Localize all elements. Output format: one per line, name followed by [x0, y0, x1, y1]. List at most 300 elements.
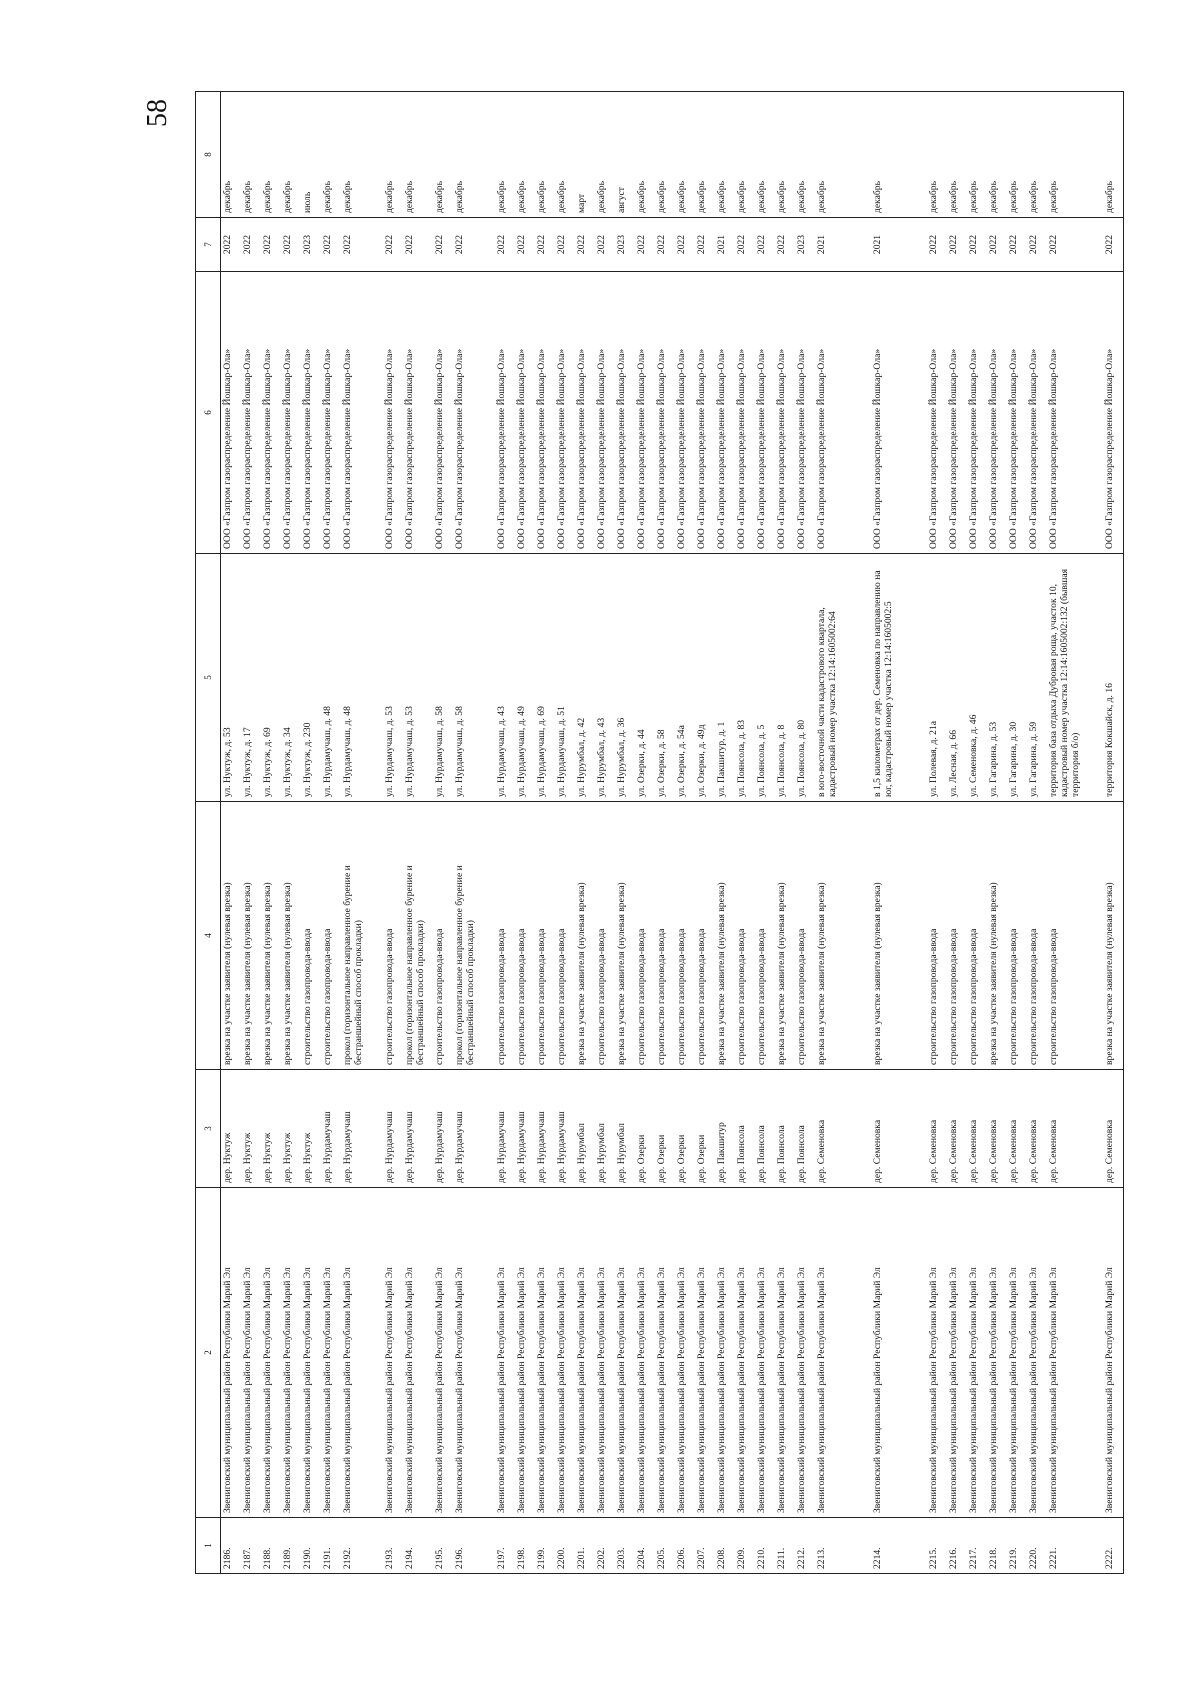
row-number: 2191.	[321, 1518, 341, 1574]
table-row	[1047, 92, 1091, 1574]
table-container	[195, 92, 1200, 1574]
address-cell: территория база отдыха Дубровая роща, участок 10, кадастровый номер участка 12:14:1605002:132 (бывшая территория б/о)	[1047, 554, 1091, 802]
row-number: 2217.	[967, 1518, 987, 1574]
organization-cell: ООО «Газпром газораспределение Йошкар-Ола»	[615, 272, 635, 554]
organization-cell: ООО «Газпром газораспределение Йошкар-Ола»	[433, 272, 453, 554]
spacer-cell	[371, 554, 383, 802]
year-cell: 2022	[241, 218, 261, 272]
table-row	[871, 92, 915, 1574]
organization-cell: ООО «Газпром газораспределение Йошкар-Ола»	[795, 272, 815, 554]
year-cell: 2022	[575, 218, 595, 272]
work-type-cell: врезка на участке заявителя (нулевая врезка)	[615, 802, 635, 1070]
month-cell: декабрь	[987, 92, 1007, 218]
row-number: 2221.	[1047, 1518, 1091, 1574]
month-cell: декабрь	[815, 92, 859, 218]
district-cell: Звениговский муниципальный район Республики Марий Эл	[515, 1188, 535, 1518]
organization-cell: ООО «Газпром газораспределение Йошкар-Ола»	[341, 272, 371, 554]
work-type-cell: строительство газопровода-ввода	[1007, 802, 1027, 1070]
district-cell: Звениговский муниципальный район Республики Марий Эл	[535, 1188, 555, 1518]
address-cell: ул. Нурдамучаш, д. 48	[341, 554, 371, 802]
month-cell: декабрь	[755, 92, 775, 218]
spacer-cell	[859, 1188, 871, 1518]
work-type-cell: врезка на участке заявителя (нулевая врезка)	[221, 802, 242, 1070]
locality-cell: дер. Нуктуж	[281, 1070, 301, 1188]
address-cell: ул. Озерки, д. 58	[655, 554, 675, 802]
row-number: 2200.	[555, 1518, 575, 1574]
month-cell: декабрь	[1103, 92, 1124, 218]
organization-cell: ООО «Газпром газораспределение Йошкар-Ола»	[1047, 272, 1091, 554]
organization-cell: ООО «Газпром газораспределение Йошкар-Ола»	[927, 272, 947, 554]
organization-cell: ООО «Газпром газораспределение Йошкар-Ола»	[675, 272, 695, 554]
row-number: 2215.	[927, 1518, 947, 1574]
district-cell: Звениговский муниципальный район Республики Марий Эл	[595, 1188, 615, 1518]
organization-cell: ООО «Газпром газораспределение Йошкар-Ола»	[301, 272, 321, 554]
locality-cell: дер. Семеновка	[815, 1070, 859, 1188]
organization-cell: ООО «Газпром газораспределение Йошкар-Ола»	[815, 272, 859, 554]
district-cell: Звениговский муниципальный район Республики Марий Эл	[927, 1188, 947, 1518]
row-number: 2189.	[281, 1518, 301, 1574]
district-cell: Звениговский муниципальный район Республики Марий Эл	[1103, 1188, 1124, 1518]
month-cell: декабрь	[403, 92, 433, 218]
table-row	[795, 92, 815, 1574]
row-number: 2214.	[871, 1518, 915, 1574]
work-type-cell: строительство газопровода-ввода	[433, 802, 453, 1070]
spacer-cell	[371, 92, 383, 218]
locality-cell: дер. Нурдамучаш	[383, 1070, 403, 1188]
spacer-cell	[483, 802, 495, 1070]
row-spacer	[915, 92, 927, 1574]
spacer-cell	[483, 1070, 495, 1188]
locality-cell: дер. Семеновка	[1103, 1070, 1124, 1188]
work-type-cell: врезка на участке заявителя (нулевая врезка)	[281, 802, 301, 1070]
locality-cell: дер. Нурдамучаш	[321, 1070, 341, 1188]
month-cell: декабрь	[281, 92, 301, 218]
district-cell: Звениговский муниципальный район Республики Марий Эл	[655, 1188, 675, 1518]
spacer-cell	[915, 554, 927, 802]
spacer-cell	[483, 554, 495, 802]
locality-cell: дер. Поянсола	[735, 1070, 755, 1188]
district-cell: Звениговский муниципальный район Республики Марий Эл	[453, 1188, 483, 1518]
year-cell: 2022	[321, 218, 341, 272]
locality-cell: дер. Нурдамучаш	[535, 1070, 555, 1188]
address-cell: ул. Нурумбал, д. 36	[615, 554, 635, 802]
work-type-cell: прокол (горизонтальное направленное бурение и бестраншейный способ прокладки)	[341, 802, 371, 1070]
table-row	[321, 92, 341, 1574]
locality-cell: дер. Семеновка	[1047, 1070, 1091, 1188]
table-row	[1007, 92, 1027, 1574]
year-cell: 2022	[1027, 218, 1047, 272]
work-type-cell: строительство газопровода-ввода	[675, 802, 695, 1070]
locality-cell: дер. Поянсола	[775, 1070, 795, 1188]
district-cell: Звениговский муниципальный район Республики Марий Эл	[1047, 1188, 1091, 1518]
spacer-cell	[915, 1188, 927, 1518]
organization-cell: ООО «Газпром газораспределение Йошкар-Ола»	[715, 272, 735, 554]
table-row	[675, 92, 695, 1574]
work-type-cell: врезка на участке заявителя (нулевая врезка)	[715, 802, 735, 1070]
district-cell: Звениговский муниципальный район Республики Марий Эл	[261, 1188, 281, 1518]
district-cell: Звениговский муниципальный район Республики Марий Эл	[575, 1188, 595, 1518]
month-cell: декабрь	[947, 92, 967, 218]
locality-cell: дер. Поянсола	[795, 1070, 815, 1188]
table-row	[715, 92, 735, 1574]
locality-cell: дер. Нурдамучаш	[515, 1070, 535, 1188]
address-cell: ул. Полевая, д. 21а	[927, 554, 947, 802]
address-cell: ул. Нуктуж, д. 34	[281, 554, 301, 802]
row-number: 2209.	[735, 1518, 755, 1574]
work-type-cell: строительство газопровода-ввода	[383, 802, 403, 1070]
organization-cell: ООО «Газпром газораспределение Йошкар-Ола»	[1007, 272, 1027, 554]
row-number: 2218.	[987, 1518, 1007, 1574]
spacer-cell	[915, 218, 927, 272]
year-cell: 2022	[1047, 218, 1091, 272]
district-cell: Звениговский муниципальный район Республики Марий Эл	[221, 1188, 242, 1518]
work-type-cell: прокол (горизонтальное направленное бурение и бестраншейный способ прокладки)	[453, 802, 483, 1070]
year-cell: 2022	[947, 218, 967, 272]
work-type-cell: строительство газопровода-ввода	[301, 802, 321, 1070]
locality-cell: дер. Нурумбал	[615, 1070, 635, 1188]
district-cell: Звениговский муниципальный район Республики Марий Эл	[1007, 1188, 1027, 1518]
address-cell: ул. Нурдамучаш, д. 48	[321, 554, 341, 802]
district-cell: Звениговский муниципальный район Республики Марий Эл	[1027, 1188, 1047, 1518]
table-row	[735, 92, 755, 1574]
district-cell: Звениговский муниципальный район Республики Марий Эл	[383, 1188, 403, 1518]
table-row	[947, 92, 967, 1574]
work-type-cell: строительство газопровода-ввода	[755, 802, 775, 1070]
organization-cell: ООО «Газпром газораспределение Йошкар-Ола»	[967, 272, 987, 554]
row-number: 2219.	[1007, 1518, 1027, 1574]
row-spacer	[483, 92, 495, 1574]
address-cell: ул. Нурдамучаш, д. 58	[453, 554, 483, 802]
address-cell: ул. Гагарина, д. 30	[1007, 554, 1027, 802]
work-type-cell: строительство газопровода-ввода	[1027, 802, 1047, 1070]
locality-cell: дер. Нуктуж	[221, 1070, 242, 1188]
table-row	[967, 92, 987, 1574]
district-cell: Звениговский муниципальный район Республики Марий Эл	[815, 1188, 859, 1518]
locality-cell: дер. Семеновка	[871, 1070, 915, 1188]
spacer-cell	[1091, 272, 1103, 554]
spacer-cell	[483, 92, 495, 218]
row-number: 2187.	[241, 1518, 261, 1574]
year-cell: 2022	[453, 218, 483, 272]
row-number: 2205.	[655, 1518, 675, 1574]
locality-cell: дер. Нуктуж	[261, 1070, 281, 1188]
spacer-cell	[859, 802, 871, 1070]
month-cell: декабрь	[321, 92, 341, 218]
table-row	[535, 92, 555, 1574]
organization-cell: ООО «Газпром газораспределение Йошкар-Ола»	[383, 272, 403, 554]
table-row	[695, 92, 715, 1574]
work-type-cell: врезка на участке заявителя (нулевая врезка)	[1103, 802, 1124, 1070]
locality-cell: дер. Нуктуж	[301, 1070, 321, 1188]
spacer-cell	[859, 1070, 871, 1188]
year-cell: 2022	[261, 218, 281, 272]
row-number: 2211.	[775, 1518, 795, 1574]
month-cell: декабрь	[241, 92, 261, 218]
table-row	[261, 92, 281, 1574]
spacer-cell	[483, 218, 495, 272]
organization-cell: ООО «Газпром газораспределение Йошкар-Ола»	[261, 272, 281, 554]
locality-cell: дер. Нурдамучаш	[555, 1070, 575, 1188]
col-header-5: 5	[196, 554, 221, 802]
row-number: 2202.	[595, 1518, 615, 1574]
col-header-4: 4	[196, 802, 221, 1070]
table-row	[221, 92, 242, 1574]
locality-cell: дер. Озерки	[675, 1070, 695, 1188]
row-number: 2192.	[341, 1518, 371, 1574]
month-cell: декабрь	[655, 92, 675, 218]
organization-cell: ООО «Газпром газораспределение Йошкар-Ола»	[695, 272, 715, 554]
month-cell: декабрь	[555, 92, 575, 218]
month-cell: декабрь	[515, 92, 535, 218]
district-cell: Звениговский муниципальный район Республики Марий Эл	[433, 1188, 453, 1518]
table-row	[341, 92, 371, 1574]
work-type-cell: врезка на участке заявителя (нулевая врезка)	[987, 802, 1007, 1070]
locality-cell: дер. Нурдамучаш	[495, 1070, 515, 1188]
organization-cell: ООО «Газпром газораспределение Йошкар-Ола»	[535, 272, 555, 554]
spacer-cell	[1091, 1188, 1103, 1518]
month-cell: декабрь	[221, 92, 242, 218]
spacer-cell	[1091, 1070, 1103, 1188]
year-cell: 2022	[515, 218, 535, 272]
year-cell: 2022	[987, 218, 1007, 272]
row-number: 2220.	[1027, 1518, 1047, 1574]
row-spacer	[371, 92, 383, 1574]
organization-cell: ООО «Газпром газораспределение Йошкар-Ола»	[987, 272, 1007, 554]
district-cell: Звениговский муниципальный район Республики Марий Эл	[403, 1188, 433, 1518]
rotated-page	[195, 92, 1200, 1574]
district-cell: Звениговский муниципальный район Республики Марий Эл	[341, 1188, 371, 1518]
spacer-cell	[915, 802, 927, 1070]
table-row	[281, 92, 301, 1574]
month-cell: декабрь	[795, 92, 815, 218]
col-header-6: 6	[196, 272, 221, 554]
organization-cell: ООО «Газпром газораспределение Йошкар-Ола»	[595, 272, 615, 554]
spacer-cell	[859, 1518, 871, 1574]
month-cell: декабрь	[967, 92, 987, 218]
spacer-cell	[371, 272, 383, 554]
row-number: 2196.	[453, 1518, 483, 1574]
work-type-cell: врезка на участке заявителя (нулевая врезка)	[241, 802, 261, 1070]
row-number: 2188.	[261, 1518, 281, 1574]
work-type-cell: строительство газопровода-ввода	[1047, 802, 1091, 1070]
district-cell: Звениговский муниципальный район Республики Марий Эл	[967, 1188, 987, 1518]
table-row	[433, 92, 453, 1574]
year-cell: 2022	[403, 218, 433, 272]
month-cell: март	[575, 92, 595, 218]
work-type-cell: врезка на участке заявителя (нулевая врезка)	[871, 802, 915, 1070]
work-type-cell: строительство газопровода-ввода	[635, 802, 655, 1070]
row-number: 2190.	[301, 1518, 321, 1574]
district-cell: Звениговский муниципальный район Республики Марий Эл	[755, 1188, 775, 1518]
organization-cell: ООО «Газпром газораспределение Йошкар-Ола»	[1027, 272, 1047, 554]
month-cell: декабрь	[775, 92, 795, 218]
spacer-cell	[483, 272, 495, 554]
address-cell: ул. Нурдамучаш, д. 49	[515, 554, 535, 802]
month-cell: декабрь	[383, 92, 403, 218]
locality-cell: дер. Нурумбал	[575, 1070, 595, 1188]
organization-cell: ООО «Газпром газораспределение Йошкар-Ола»	[321, 272, 341, 554]
table-row	[301, 92, 321, 1574]
work-type-cell: строительство газопровода-ввода	[947, 802, 967, 1070]
row-number: 2197.	[495, 1518, 515, 1574]
year-cell: 2022	[281, 218, 301, 272]
data-table	[195, 91, 1124, 1574]
organization-cell: ООО «Газпром газораспределение Йошкар-Ола»	[635, 272, 655, 554]
year-cell: 2022	[341, 218, 371, 272]
spacer-cell	[371, 1070, 383, 1188]
district-cell: Звениговский муниципальный район Республики Марий Эл	[735, 1188, 755, 1518]
year-cell: 2022	[433, 218, 453, 272]
organization-cell: ООО «Газпром газораспределение Йошкар-Ола»	[515, 272, 535, 554]
district-cell: Звениговский муниципальный район Республики Марий Эл	[301, 1188, 321, 1518]
locality-cell: дер. Семеновка	[1007, 1070, 1027, 1188]
row-number: 2216.	[947, 1518, 967, 1574]
address-cell: ул. Нурумбал, д. 43	[595, 554, 615, 802]
year-cell: 2022	[535, 218, 555, 272]
table-row	[595, 92, 615, 1574]
table-row	[1027, 92, 1047, 1574]
month-cell: декабрь	[261, 92, 281, 218]
row-number: 2194.	[403, 1518, 433, 1574]
spacer-cell	[483, 1188, 495, 1518]
locality-cell: дер. Поянсола	[755, 1070, 775, 1188]
year-cell: 2022	[675, 218, 695, 272]
organization-cell: ООО «Газпром газораспределение Йошкар-Ола»	[575, 272, 595, 554]
month-cell: декабрь	[635, 92, 655, 218]
year-cell: 2022	[221, 218, 242, 272]
locality-cell: дер. Нуктуж	[241, 1070, 261, 1188]
locality-cell: дер. Нурдамучаш	[403, 1070, 433, 1188]
month-cell: декабрь	[341, 92, 371, 218]
table-row	[515, 92, 535, 1574]
table-row	[555, 92, 575, 1574]
year-cell: 2023	[301, 218, 321, 272]
organization-cell: ООО «Газпром газораспределение Йошкар-Ола»	[655, 272, 675, 554]
address-cell: ул. Гагарина, д. 59	[1027, 554, 1047, 802]
month-cell: август	[615, 92, 635, 218]
row-number: 2186.	[221, 1518, 242, 1574]
district-cell: Звениговский муниципальный район Республики Марий Эл	[321, 1188, 341, 1518]
year-cell: 2021	[871, 218, 915, 272]
district-cell: Звениговский муниципальный район Республики Марий Эл	[615, 1188, 635, 1518]
organization-cell: ООО «Газпром газораспределение Йошкар-Ола»	[495, 272, 515, 554]
row-number: 2193.	[383, 1518, 403, 1574]
spacer-cell	[859, 272, 871, 554]
row-number: 2199.	[535, 1518, 555, 1574]
spacer-cell	[859, 554, 871, 802]
spacer-cell	[1091, 1518, 1103, 1574]
district-cell: Звениговский муниципальный район Республики Марий Эл	[635, 1188, 655, 1518]
spacer-cell	[915, 92, 927, 218]
locality-cell: дер. Семеновка	[927, 1070, 947, 1188]
work-type-cell: строительство газопровода-ввода	[495, 802, 515, 1070]
district-cell: Звениговский муниципальный район Республики Марий Эл	[871, 1188, 915, 1518]
address-cell: ул. Нуктуж, д. 17	[241, 554, 261, 802]
col-header-8: 8	[196, 92, 221, 218]
year-cell: 2022	[1007, 218, 1027, 272]
table-row	[635, 92, 655, 1574]
district-cell: Звениговский муниципальный район Республики Марий Эл	[987, 1188, 1007, 1518]
address-cell: ул. Лесная, д. 66	[947, 554, 967, 802]
locality-cell: дер. Нурдамучаш	[453, 1070, 483, 1188]
month-cell: декабрь	[871, 92, 915, 218]
locality-cell: дер. Озерки	[635, 1070, 655, 1188]
month-cell: июль	[301, 92, 321, 218]
month-cell: декабрь	[535, 92, 555, 218]
work-type-cell: строительство газопровода-ввода	[555, 802, 575, 1070]
table-body	[221, 92, 1124, 1574]
month-cell: декабрь	[433, 92, 453, 218]
month-cell: декабрь	[1007, 92, 1027, 218]
district-cell: Звениговский муниципальный район Республики Марий Эл	[675, 1188, 695, 1518]
year-cell: 2022	[775, 218, 795, 272]
spacer-cell	[915, 1070, 927, 1188]
organization-cell: ООО «Газпром газораспределение Йошкар-Ола»	[453, 272, 483, 554]
table-row	[453, 92, 483, 1574]
work-type-cell: строительство газопровода-ввода	[595, 802, 615, 1070]
address-cell: ул. Поянсола, д. 83	[735, 554, 755, 802]
organization-cell: ООО «Газпром газораспределение Йошкар-Ола»	[871, 272, 915, 554]
district-cell: Звениговский муниципальный район Республики Марий Эл	[281, 1188, 301, 1518]
table-row	[655, 92, 675, 1574]
work-type-cell: строительство газопровода-ввода	[515, 802, 535, 1070]
organization-cell: ООО «Газпром газораспределение Йошкар-Ола»	[555, 272, 575, 554]
month-cell: декабрь	[927, 92, 947, 218]
table-row	[403, 92, 433, 1574]
month-cell: декабрь	[735, 92, 755, 218]
row-number: 2210.	[755, 1518, 775, 1574]
work-type-cell: строительство газопровода-ввода	[735, 802, 755, 1070]
row-number: 2203.	[615, 1518, 635, 1574]
month-cell: декабрь	[1047, 92, 1091, 218]
spacer-cell	[915, 272, 927, 554]
spacer-cell	[371, 1188, 383, 1518]
row-number: 2212.	[795, 1518, 815, 1574]
district-cell: Звениговский муниципальный район Республики Марий Эл	[775, 1188, 795, 1518]
address-cell: ул. Нурумбал, д. 42	[575, 554, 595, 802]
district-cell: Звениговский муниципальный район Республики Марий Эл	[695, 1188, 715, 1518]
address-cell: ул. Озерки, д. 54а	[675, 554, 695, 802]
row-number: 2222.	[1103, 1518, 1124, 1574]
header-row	[196, 92, 221, 1574]
address-cell: в юго-восточной части кадастрового квартала, кадастровый номер участка 12:14:1605002:64	[815, 554, 859, 802]
year-cell: 2022	[967, 218, 987, 272]
district-cell: Звениговский муниципальный район Республики Марий Эл	[947, 1188, 967, 1518]
row-spacer	[859, 92, 871, 1574]
year-cell: 2022	[495, 218, 515, 272]
page-number: 58	[142, 99, 173, 127]
organization-cell: ООО «Газпром газораспределение Йошкар-Ола»	[775, 272, 795, 554]
organization-cell: ООО «Газпром газораспределение Йошкар-Ола»	[281, 272, 301, 554]
year-cell: 2022	[595, 218, 615, 272]
address-cell: ул. Озерки, д. 44	[635, 554, 655, 802]
spacer-cell	[1091, 92, 1103, 218]
year-cell: 2022	[927, 218, 947, 272]
address-cell: в 1,5 километрах от дер. Семеновка по направлению на юг, кадастровый номер участка 12:14:1605002:5	[871, 554, 915, 802]
month-cell: декабрь	[453, 92, 483, 218]
spacer-cell	[915, 1518, 927, 1574]
month-cell: декабрь	[495, 92, 515, 218]
spacer-cell	[859, 218, 871, 272]
year-cell: 2021	[815, 218, 859, 272]
spacer-cell	[1091, 218, 1103, 272]
col-header-2: 2	[196, 1188, 221, 1518]
table-row	[775, 92, 795, 1574]
month-cell: декабрь	[715, 92, 735, 218]
spacer-cell	[483, 1518, 495, 1574]
locality-cell: дер. Нурумбал	[595, 1070, 615, 1188]
organization-cell: ООО «Газпром газораспределение Йошкар-Ола»	[241, 272, 261, 554]
